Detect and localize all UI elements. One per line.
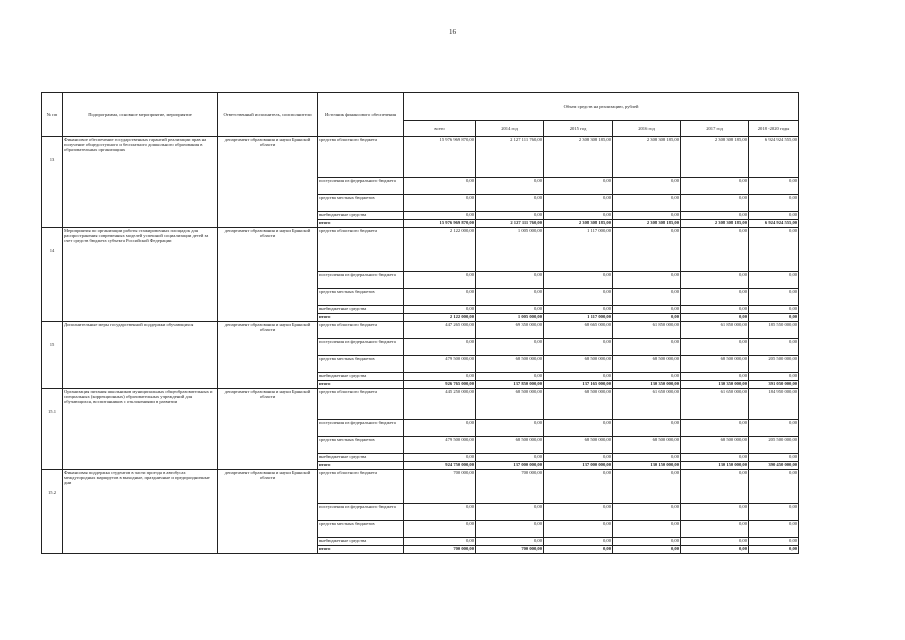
amount-cell: 0,00 [681,228,749,272]
amount-cell: 0,00 [681,306,749,314]
amount-cell: 2 308 308 185,00 [544,220,613,228]
amount-cell: 0,00 [476,521,544,538]
amount-cell: 0,00 [476,373,544,381]
amount-cell: 0,00 [544,470,613,504]
amount-cell: 0,00 [476,195,544,212]
amount-cell: 391 050 000,00 [749,381,799,389]
amount-cell: 2 127 111 760,00 [476,220,544,228]
amount-cell: 700 000,00 [476,470,544,504]
program-name: Мероприятия по организации работы стажировочных площадок для распространения современных моделей успешной социализации детей за счет средств бюджета субъекта Российской Федерации [63,228,218,322]
amount-cell: 0,00 [749,373,799,381]
program-name: Финансовое обеспечение государственных гарантий реализации прав на получение общедоступного и бесплатного дошкольного образования в образовательных организациях [63,137,218,228]
amount-cell: 0,00 [613,373,681,381]
amount-cell: 0,00 [404,195,476,212]
funding-source: средства местных бюджетов [318,521,404,538]
funding-source: средства областного бюджета [318,470,404,504]
funding-source: итого [318,546,404,554]
amount-cell: 0,00 [613,504,681,521]
amount-cell: 0,00 [476,289,544,306]
amount-cell: 130 350 000,00 [681,381,749,389]
amount-cell: 0,00 [404,178,476,195]
funding-source: итого [318,314,404,322]
amount-cell: 69 350 000,00 [476,322,544,339]
amount-cell: 0,00 [404,420,476,437]
amount-cell: 0,00 [681,178,749,195]
amount-cell: 0,00 [476,339,544,356]
amount-cell: 0,00 [613,212,681,220]
amount-cell: 0,00 [749,178,799,195]
amount-cell: 479 500 000,00 [404,356,476,373]
amount-cell: 0,00 [613,306,681,314]
amount-cell: 130 150 000,00 [681,462,749,470]
amount-cell: 0,00 [613,314,681,322]
funding-source: средства местных бюджетов [318,356,404,373]
funding-source: средства областного бюджета [318,228,404,272]
amount-cell: 0,00 [544,504,613,521]
executor-name: департамент образования и науки Брянской области [218,137,318,228]
amount-cell: 479 500 000,00 [404,437,476,454]
amount-cell: 2 308 308 185,00 [613,220,681,228]
col-header-executor: Ответственный исполнитель, соисполнители [218,93,318,137]
amount-cell: 0,00 [404,538,476,546]
amount-cell: 0,00 [544,339,613,356]
amount-cell: 0,00 [404,521,476,538]
amount-cell: 0,00 [544,272,613,289]
amount-cell: 0,00 [613,546,681,554]
table-row [42,389,799,420]
amount-cell: 447 265 000,00 [404,322,476,339]
col-header-program: Подпрограмма, основное мероприятие, мероприятие [63,93,218,137]
amount-cell: 445 250 000,00 [404,389,476,420]
executor-name: департамент образования и науки Брянской области [218,228,318,322]
amount-cell: 68 500 000,00 [613,356,681,373]
col-header-source: Источник финансового обеспечения [318,93,404,137]
amount-cell: 68 500 000,00 [613,437,681,454]
page-number: 16 [449,28,456,36]
amount-cell: 0,00 [749,521,799,538]
amount-cell: 0,00 [544,454,613,462]
amount-cell: 0,00 [681,314,749,322]
amount-cell: 68 500 000,00 [476,356,544,373]
amount-cell: 137 000 000,00 [476,462,544,470]
amount-cell: 0,00 [613,339,681,356]
amount-cell: 390 450 000,00 [749,462,799,470]
amount-cell: 0,00 [544,546,613,554]
program-name: Финансовая поддержка студентов в части проезда в автобусах междугородных маршрутов в выходные, праздничные и предпраздничные дни [63,470,218,554]
amount-cell: 0,00 [681,289,749,306]
amount-cell: 0,00 [749,339,799,356]
amount-cell: 0,00 [544,420,613,437]
amount-cell: 700 000,00 [404,470,476,504]
amount-cell: 0,00 [681,470,749,504]
funding-source: итого [318,220,404,228]
col-header-year: 2016 год [613,121,681,137]
amount-cell: 2 308 308 185,00 [681,137,749,178]
amount-cell: 0,00 [681,373,749,381]
program-name: Дополнительные меры государственной поддержки обучающихся [63,322,218,389]
amount-cell: 2 122 000,00 [404,228,476,272]
col-header-year: 2014 год [476,121,544,137]
table-row [42,137,799,178]
amount-cell: 0,00 [681,420,749,437]
funding-source: внебюджетные средства [318,212,404,220]
amount-cell: 0,00 [681,504,749,521]
funding-source: внебюджетные средства [318,306,404,314]
amount-cell: 0,00 [681,546,749,554]
amount-cell: 205 500 000,00 [749,437,799,454]
funding-source: средства местных бюджетов [318,437,404,454]
amount-cell: 2 127 111 760,00 [476,137,544,178]
amount-cell: 68 500 000,00 [544,389,613,420]
amount-cell: 0,00 [613,195,681,212]
amount-cell: 68 500 000,00 [681,437,749,454]
amount-cell: 0,00 [476,538,544,546]
amount-cell: 0,00 [544,373,613,381]
amount-cell: 0,00 [749,306,799,314]
amount-cell: 0,00 [613,289,681,306]
funding-source: итого [318,462,404,470]
amount-cell: 0,00 [749,546,799,554]
amount-cell: 0,00 [476,454,544,462]
col-header-year: всего [404,121,476,137]
amount-cell: 137 165 000,00 [544,381,613,389]
amount-cell: 0,00 [613,538,681,546]
funding-source: средства областного бюджета [318,389,404,420]
amount-cell: 185 550 000,00 [749,322,799,339]
item-number: 15 [42,322,63,389]
amount-cell: 0,00 [681,272,749,289]
amount-cell: 0,00 [749,470,799,504]
amount-cell: 0,00 [681,212,749,220]
col-header-volume: Объем средств на реализацию, рублей [404,93,799,121]
amount-cell: 0,00 [749,212,799,220]
amount-cell: 0,00 [544,212,613,220]
amount-cell: 0,00 [681,521,749,538]
funding-source: внебюджетные средства [318,454,404,462]
col-header-num: № пп [42,93,63,137]
amount-cell: 0,00 [476,272,544,289]
amount-cell: 0,00 [749,504,799,521]
item-number: 13 [42,137,63,228]
amount-cell: 68 500 000,00 [476,437,544,454]
amount-cell: 0,00 [544,178,613,195]
funding-source: поступления из федерального бюджета [318,339,404,356]
amount-cell: 2 308 308 185,00 [681,220,749,228]
amount-cell: 0,00 [749,454,799,462]
funding-table [41,92,799,554]
amount-cell: 0,00 [544,538,613,546]
amount-cell: 0,00 [681,339,749,356]
amount-cell: 68 500 000,00 [681,356,749,373]
amount-cell: 0,00 [613,178,681,195]
amount-cell: 130 350 000,00 [613,381,681,389]
amount-cell: 61 650 000,00 [681,389,749,420]
amount-cell: 1 117 000,00 [544,228,613,272]
amount-cell: 6 924 924 555,00 [749,137,799,178]
amount-cell: 137 000 000,00 [544,462,613,470]
amount-cell: 2 308 308 185,00 [544,137,613,178]
funding-source: поступления из федерального бюджета [318,504,404,521]
amount-cell: 0,00 [681,538,749,546]
funding-source: итого [318,381,404,389]
executor-name: департамент образования и науки Брянской области [218,322,318,389]
amount-cell: 0,00 [404,306,476,314]
amount-cell: 0,00 [749,228,799,272]
amount-cell: 0,00 [613,420,681,437]
amount-cell: 0,00 [681,195,749,212]
amount-cell: 68 500 000,00 [544,356,613,373]
col-header-year: 2017 год [681,121,749,137]
amount-cell: 68 500 000,00 [544,437,613,454]
amount-cell: 0,00 [749,420,799,437]
col-header-year: 2018 -2020 годы [749,121,799,137]
amount-cell: 0,00 [681,454,749,462]
item-number: 15.1 [42,389,63,470]
amount-cell: 0,00 [404,212,476,220]
amount-cell: 61 850 000,00 [613,322,681,339]
amount-cell: 68 500 000,00 [476,389,544,420]
amount-cell: 0,00 [613,470,681,504]
funding-source: поступления из федерального бюджета [318,178,404,195]
amount-cell: 0,00 [404,504,476,521]
funding-source: средства областного бюджета [318,137,404,178]
amount-cell: 0,00 [404,454,476,462]
amount-cell: 0,00 [749,289,799,306]
executor-name: департамент образования и науки Брянской области [218,389,318,470]
amount-cell: 0,00 [749,538,799,546]
amount-cell: 0,00 [544,195,613,212]
amount-cell: 926 765 000,00 [404,381,476,389]
amount-cell: 15 976 969 870,00 [404,220,476,228]
amount-cell: 2 122 000,00 [404,314,476,322]
amount-cell: 0,00 [544,521,613,538]
amount-cell: 184 950 000,00 [749,389,799,420]
funding-source: поступления из федерального бюджета [318,420,404,437]
amount-cell: 6 924 924 555,00 [749,220,799,228]
amount-cell: 0,00 [476,420,544,437]
program-name: Организация питания школьников муниципальных общеобразовательных и специальных (коррекционных) образовательных учреждений для обучающихся, воспитанников с отклонениями в развитии [63,389,218,470]
amount-cell: 0,00 [613,454,681,462]
amount-cell: 0,00 [749,272,799,289]
amount-cell: 15 976 969 870,00 [404,137,476,178]
amount-cell: 924 750 000,00 [404,462,476,470]
item-number: 14 [42,228,63,322]
funding-source: средства областного бюджета [318,322,404,339]
amount-cell: 68 665 000,00 [544,322,613,339]
amount-cell: 61 850 000,00 [681,322,749,339]
amount-cell: 205 500 000,00 [749,356,799,373]
funding-source: средства местных бюджетов [318,195,404,212]
item-number: 15.2 [42,470,63,554]
executor-name: департамент образования и науки Брянской области [218,470,318,554]
amount-cell: 0,00 [404,373,476,381]
amount-cell: 0,00 [613,521,681,538]
amount-cell: 0,00 [613,272,681,289]
amount-cell: 0,00 [476,306,544,314]
amount-cell: 1 005 000,00 [476,228,544,272]
funding-source: поступления из федерального бюджета [318,272,404,289]
table-row [42,322,799,339]
amount-cell: 700 000,00 [476,546,544,554]
amount-cell: 0,00 [476,504,544,521]
amount-cell: 0,00 [613,228,681,272]
amount-cell: 0,00 [476,178,544,195]
amount-cell: 0,00 [749,195,799,212]
table-row [42,228,799,272]
amount-cell: 0,00 [476,212,544,220]
amount-cell: 137 850 000,00 [476,381,544,389]
amount-cell: 1 005 000,00 [476,314,544,322]
amount-cell: 61 650 000,00 [613,389,681,420]
amount-cell: 700 000,00 [404,546,476,554]
amount-cell: 130 150 000,00 [613,462,681,470]
funding-source: внебюджетные средства [318,538,404,546]
funding-source: внебюджетные средства [318,373,404,381]
amount-cell: 0,00 [749,314,799,322]
amount-cell: 0,00 [404,339,476,356]
table-row [42,470,799,504]
amount-cell: 1 117 000,00 [544,314,613,322]
amount-cell: 0,00 [544,289,613,306]
amount-cell: 0,00 [544,306,613,314]
amount-cell: 0,00 [404,289,476,306]
col-header-year: 2015 год [544,121,613,137]
amount-cell: 0,00 [404,272,476,289]
amount-cell: 2 308 308 185,00 [613,137,681,178]
funding-source: средства местных бюджетов [318,289,404,306]
